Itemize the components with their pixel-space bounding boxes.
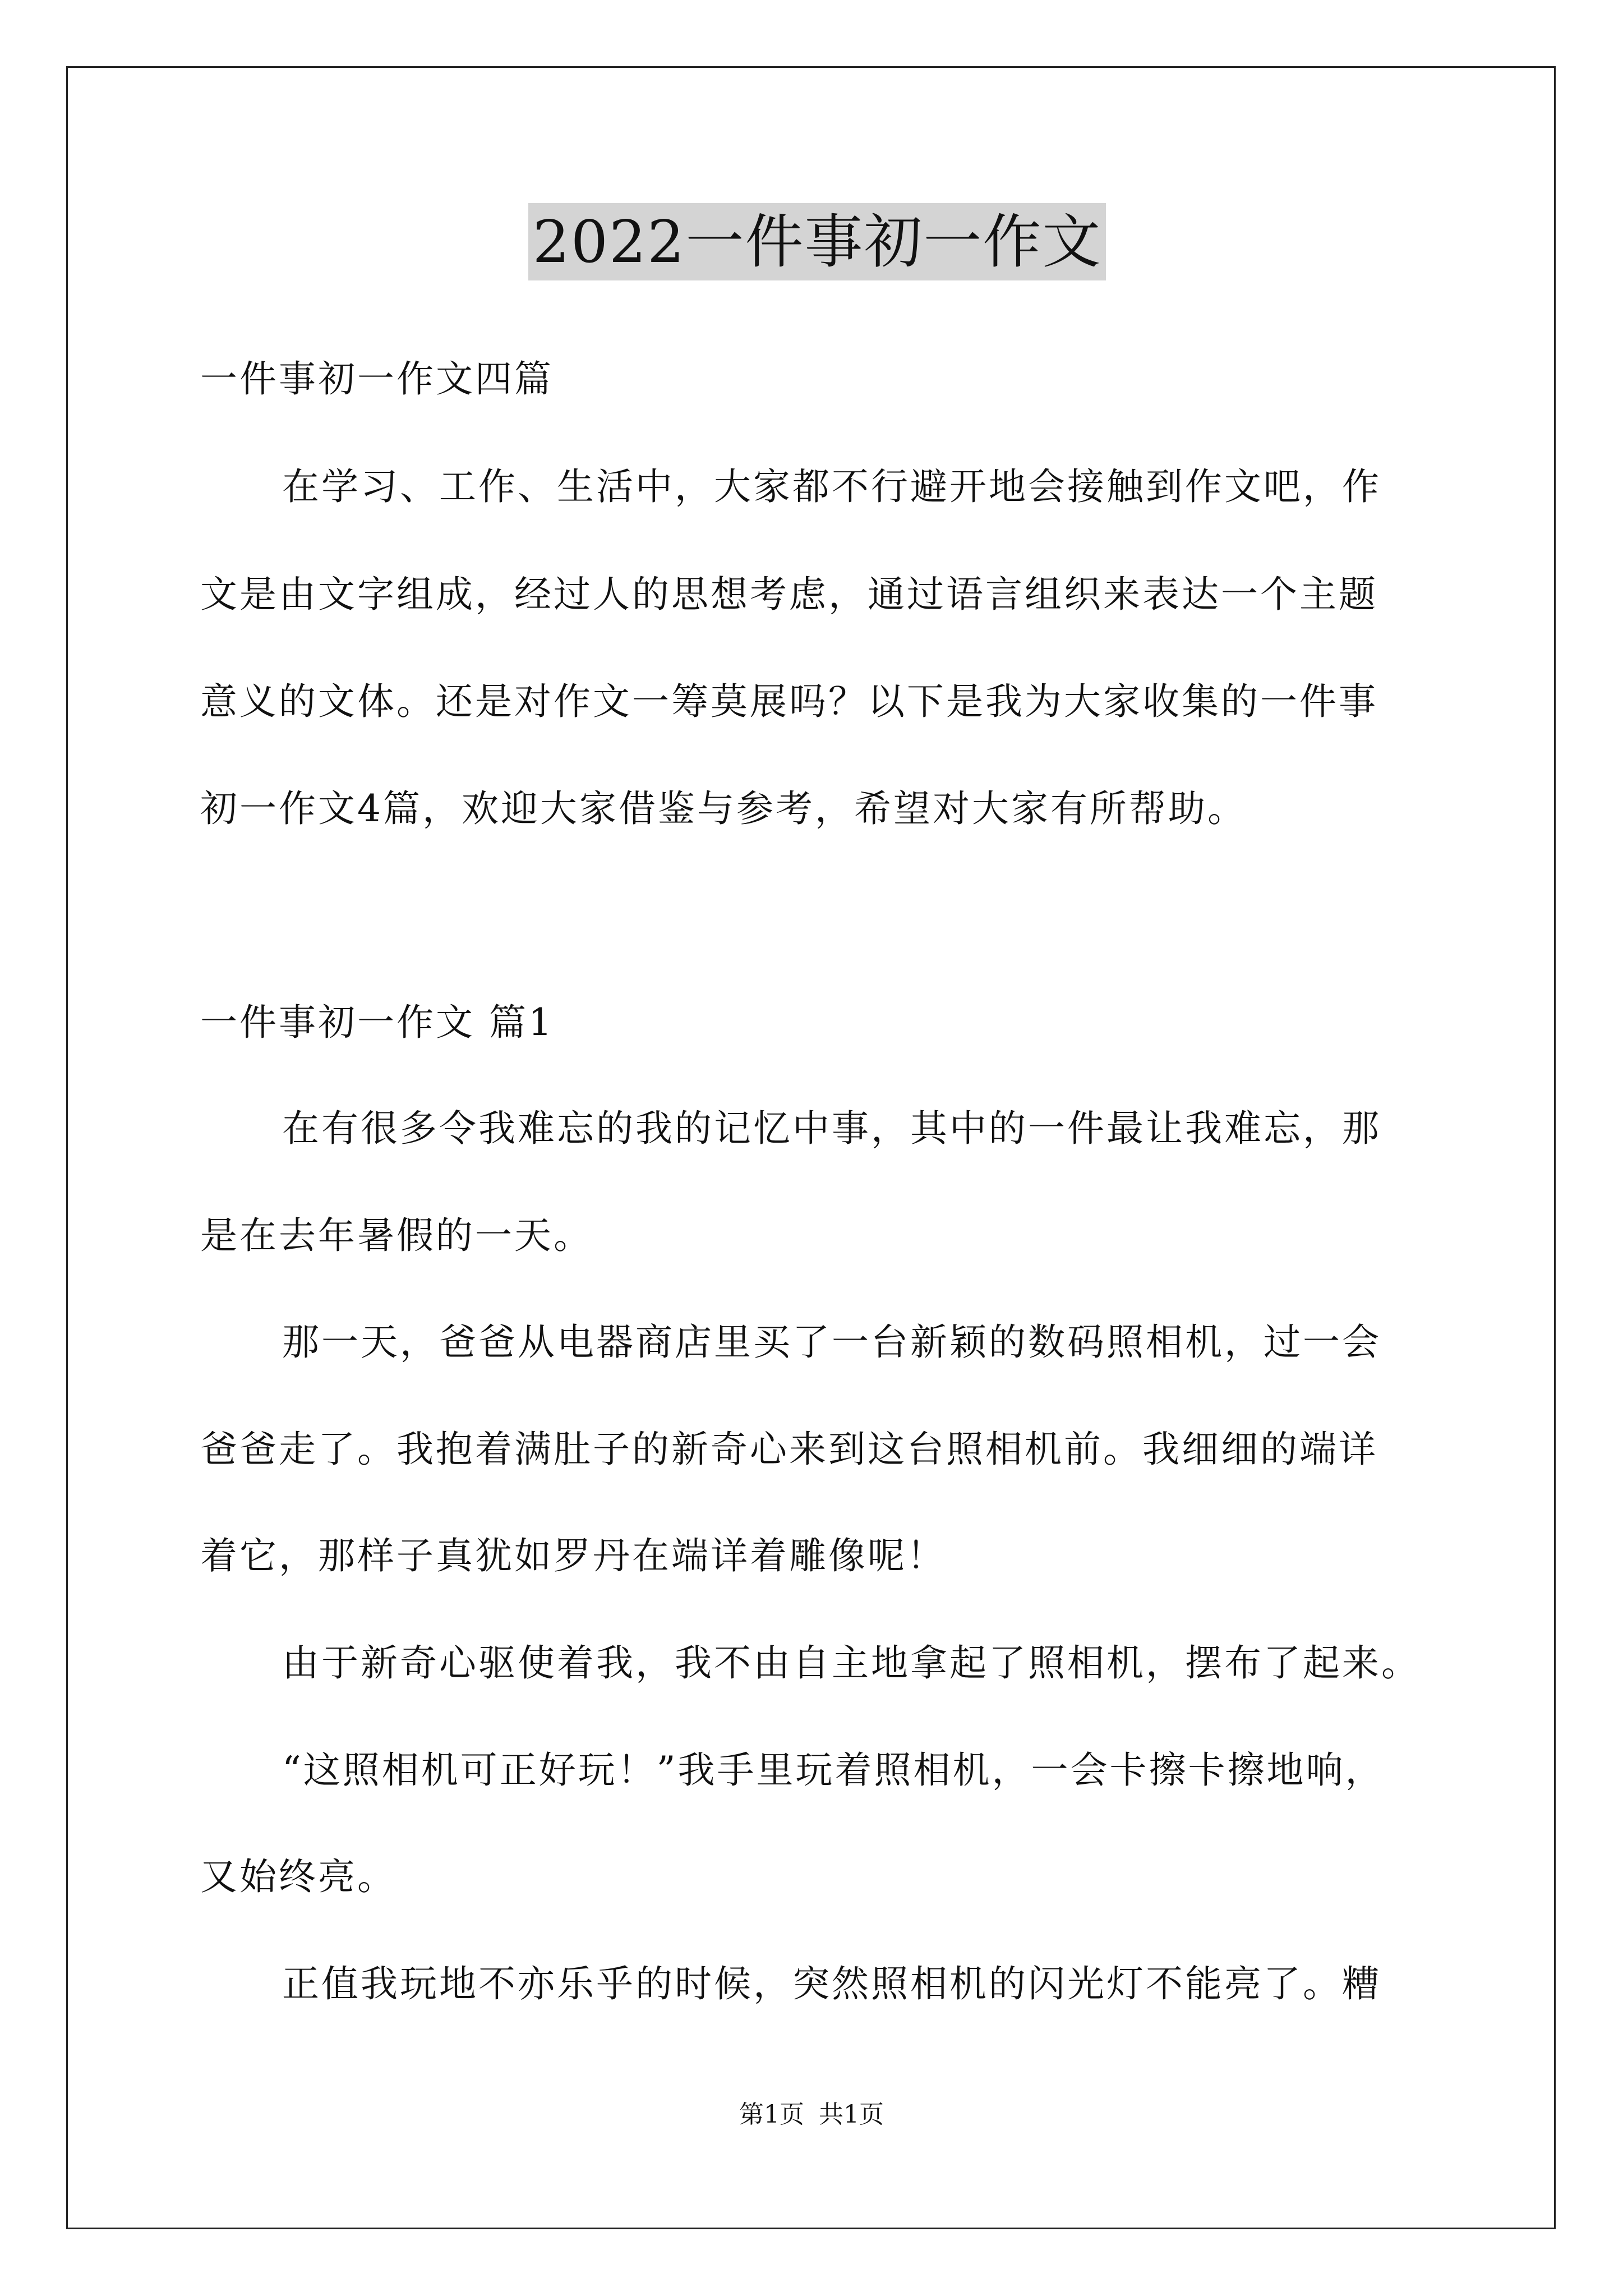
section-heading: 一件事初一作文 篇1 bbox=[200, 1001, 554, 1044]
body-line: 由于新奇心驱使着我，我不由自主地拿起了照相机，摆布了起来。 bbox=[282, 1641, 1421, 1685]
title-wrap bbox=[200, 203, 1434, 280]
body-line: 爸爸走了。我抱着满肚子的新奇心来到这台照相机前。我细细的端详 bbox=[200, 1428, 1378, 1471]
body-line: 是在去年暑假的一天。 bbox=[200, 1214, 593, 1257]
intro-line: 文是由文字组成，经过人的思想考虑，通过语言组织来表达一个主题 bbox=[200, 573, 1378, 616]
body-line: 那一天，爸爸从电器商店里买了一台新颖的数码照相机，过一会 bbox=[282, 1320, 1381, 1364]
intro-line: 初一作文4篇，欢迎大家借鉴与参考，希望对大家有所帮助。 bbox=[200, 787, 1247, 830]
document-title: 2022一件事初一作文 bbox=[528, 203, 1106, 280]
body-line: 着它，那样子真犹如罗丹在端详着雕像呢！ bbox=[200, 1534, 946, 1577]
body-line: 又始终亮。 bbox=[200, 1855, 396, 1898]
body-line: 正值我玩地不亦乐乎的时候，突然照相机的闪光灯不能亮了。糟 bbox=[282, 1962, 1381, 2005]
page-number: 第1页 bbox=[739, 2100, 804, 2129]
body-line: 在有很多令我难忘的我的记忆中事，其中的一件最让我难忘，那 bbox=[282, 1107, 1381, 1150]
document-subtitle: 一件事初一作文四篇 bbox=[200, 357, 554, 401]
intro-line: 在学习、工作、生活中，大家都不行避开地会接触到作文吧，作 bbox=[282, 465, 1381, 508]
page-footer bbox=[0, 2098, 1623, 2132]
page-total: 共1页 bbox=[819, 2100, 884, 2129]
intro-line: 意义的文体。还是对作文一筹莫展吗？以下是我为大家收集的一件事 bbox=[200, 680, 1378, 723]
body-line: “这照相机可正好玩！”我手里玩着照相机，一会卡擦卡擦地响， bbox=[282, 1749, 1385, 1792]
